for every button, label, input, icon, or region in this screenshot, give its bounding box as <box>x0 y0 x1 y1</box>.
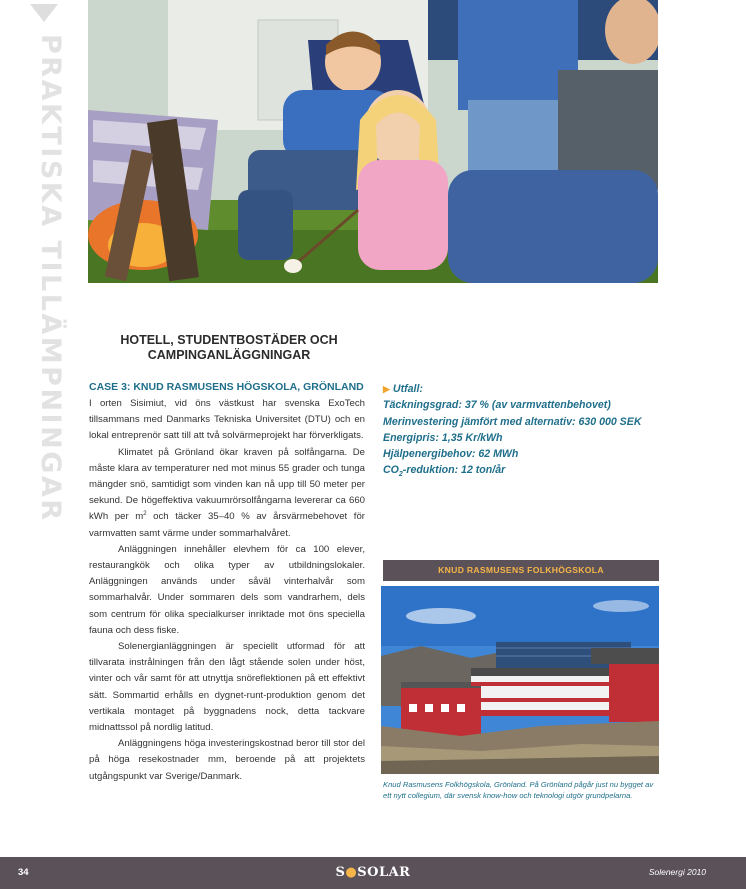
case-paragraph-5: Anläggningens höga investeringskostnad beror till stor del på höga resekostnader mm, beroende på att projektets utgångspunkt var Sverige/Danmark. <box>89 738 365 782</box>
case-paragraph-4: Solenergianläggningen är speciellt utformad för att tillvarata instrålningen från den lågt stående solen under höst, vinter och vår samt för att utnyttja snöreflektionen på ett effektivt sätt. Sommartid erhålls en dygnet-runt-produktion genom det vertikala montaget på byggnadens nock, detta tackvare midnattssol på nordlig latitud. <box>89 641 365 734</box>
co2-sub: 2 <box>398 471 403 479</box>
case-paragraph-1: I orten Sisimiut, vid öns västkust har svenska ExoTech tillsammans med Danmarks Tekniska Universitet (DTU) och en lokal entreprenör satt till att två solvärmeprojekt har förverkligats. <box>89 398 365 442</box>
page-number: 34 <box>18 867 29 878</box>
section-arrow-icon <box>30 4 58 22</box>
school-photo <box>381 586 659 774</box>
page-heading-line-1: HOTELL, STUDENTBOSTÄDER OCH <box>120 333 338 347</box>
publication-name: Solenergi 2010 <box>648 867 706 877</box>
outcome-line: Merinvestering jämfört med alternativ: 630 000 SEK <box>383 415 642 428</box>
page-heading <box>96 333 362 363</box>
hero-photo <box>88 0 658 283</box>
school-building-illustration <box>381 586 659 774</box>
case-body <box>89 396 365 785</box>
case-paragraph-3: Anläggningen innehåller elevhem för ca 100 elever, restaurangkök och olika typer av utbildningslokaler. Anläggningen används under såväl vinterhalvår som sommarhalvår. Under sommaren dels som vandrarhem, dels som centrum för olika specialkurser inriktade mot öns speciella fauna och dess fiske. <box>89 543 365 636</box>
logo-word: SOLAR <box>357 865 411 880</box>
outcome-label-row <box>383 381 673 397</box>
outcome-line: Täckningsgrad: 37 % (av varmvattenbehovet) <box>383 399 611 412</box>
co2-text-b: -reduktion: 12 ton/år <box>402 464 506 477</box>
co2-text-a: CO <box>383 464 399 477</box>
page-heading-line-2: CAMPINGANLÄGGNINGAR <box>147 348 311 362</box>
sun-icon: ● <box>345 865 358 880</box>
case-paragraph-2 <box>89 445 365 542</box>
camping-family-illustration <box>88 0 658 283</box>
section-title: PRAKTISKA TILLÄMPNINGAR <box>35 34 66 523</box>
outcome-box <box>383 381 673 479</box>
photo-caption: Knud Rasmusens Folkhögskola, Grönland. På Grönland pågår just nu bygget av ett nytt collegium, där svensk know-how och teknologi utgör grundpelarna. <box>383 780 654 800</box>
outcome-label: Utfall: <box>392 383 423 395</box>
case-paragraph-2-sup: 2 <box>143 511 147 518</box>
photo-label: KNUD RASMUSENS FOLKHÖGSKOLA <box>383 560 659 581</box>
case-title: CASE 3: KNUD RASMUSENS HÖGSKOLA, GRÖNLAND <box>89 381 364 393</box>
page-footer <box>0 857 746 889</box>
logo-letter: S <box>335 865 346 880</box>
case-paragraph-2-a: Klimatet på Grönland ökar kraven på solfångarna. De måste klara av temperaturer ned mot minus 55 grader och tunga mängder snö, samtidigt som vinden kan nå upp till 50 meter per sekund. De högeffektiva vakuumrörsolfångarna levererar ca 660 kWh per m <box>89 446 365 523</box>
case-paragraph-2-b: och täcker 35–40 % av årsvärmebehovet för varmvatten samt värme under sommarhalvåret. <box>89 511 365 539</box>
outcome-line-co2 <box>383 462 673 478</box>
solar-logo <box>318 865 428 880</box>
outcome-line: Hjälpenergibehov: 62 MWh <box>383 448 519 461</box>
outcome-line: Energipris: 1,35 Kr/kWh <box>383 431 503 444</box>
section-sidebar <box>14 0 66 560</box>
triangle-bullet-icon: ▶ <box>383 384 390 394</box>
